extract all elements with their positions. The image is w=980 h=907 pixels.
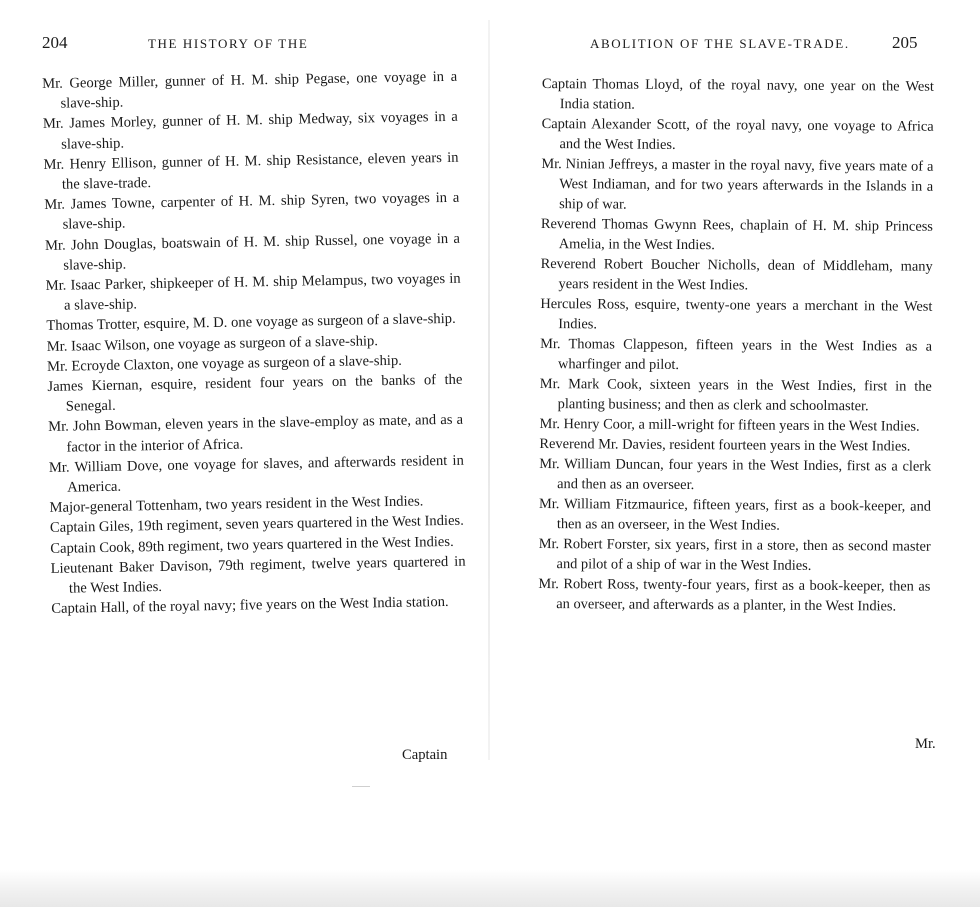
right-catchword: Mr. [915,736,936,752]
left-entry-list [42,67,466,620]
list-entry: Mr. Ecroyde Claxton, one voyage as surgeon of a slave-ship. [46,352,402,375]
list-entry: James Kiernan, esquire, resident four years on the banks of the Senegal. [47,371,463,415]
list-entry: Mr. Ninian Jeffreys, a master in the royal navy, five years mate of a West Indiaman, and for two years afterwards in the Islands in a ship of war. [541,155,934,213]
list-entry: Captain Giles, 19th regiment, seven years quartered in the West Indies. [49,513,464,537]
list-entry: Reverend Thomas Gwynn Rees, chaplain of H. M. ship Princess Amelia, in the West Indies. [540,215,933,254]
scan-mark [352,786,370,787]
list-entry: Mr. John Douglas, boatswain of H. M. ship Russel, one voyage in a slave-ship. [44,230,461,274]
list-entry: Mr. James Towne, carpenter of H. M. ship Syren, two voyages in a slave-ship. [44,189,460,234]
list-entry: Mr. Robert Ross, twenty-four years, first as a book-keeper, then as an overseer, and afterwards as a planter, in the West Indies. [538,575,931,615]
left-page-number: 204 [42,33,68,52]
list-entry: Thomas Trotter, esquire, M. D. one voyage as surgeon of a slave-ship. [46,311,456,335]
right-page [490,0,980,907]
list-entry: Captain Cook, 89th regiment, two years quartered in the West Indies. [50,533,454,557]
list-entry: Mr. Henry Ellison, gunner of H. M. ship Resistance, eleven years in the slave-trade. [43,149,459,193]
list-entry: Captain Hall, of the royal navy; five years on the West India station. [51,594,449,618]
list-entry: Mr. John Bowman, eleven years in the slave-employ as mate, and as a factor in the interior of Africa. [48,412,464,456]
list-entry: Reverend Mr. Davies, resident fourteen years in the West Indies. [539,435,911,455]
list-entry: Captain Alexander Scott, of the royal navy, one voyage to Africa and the West Indies. [541,115,934,153]
list-entry: Mr. Thomas Clappeson, fifteen years in the West Indies as a wharfinger and pilot. [540,335,933,373]
right-running-head: ABOLITION OF THE SLAVE-TRADE. [590,36,850,51]
list-entry: Mr. Henry Coor, a mill-wright for fifteen years in the West Indies. [539,415,920,435]
list-entry: Mr. Mark Cook, sixteen years in the West Indies, first in the planting business; and then as clerk and schoolmaster. [539,375,932,415]
right-entry-list [538,74,934,617]
list-entry: Mr. Isaac Wilson, one voyage as surgeon of a slave-ship. [46,332,379,355]
left-catchword: Captain [402,747,448,763]
list-entry: Mr. William Duncan, four years in the West Indies, first as a clerk and then as an overseer. [539,455,932,494]
list-entry: Captain Thomas Lloyd, of the royal navy, one year on the West India station. [541,75,934,113]
list-entry: Mr. William Fitzmaurice, fifteen years, first as a book-keeper, and then as an overseer, in the West Indies. [538,495,932,534]
scan-bottom-shadow [0,870,980,907]
list-entry: Mr. George Miller, gunner of H. M. ship Pegase, one voyage in a slave-ship. [42,68,458,112]
list-entry: Lieutenant Baker Davison, 79th regiment, twelve years quartered in the West Indies. [50,553,466,597]
right-page-number: 205 [892,33,918,52]
list-entry: Mr. William Dove, one voyage for slaves, and afterwards resident in America. [48,452,464,496]
list-entry: Reverend Robert Boucher Nicholls, dean of Middleham, many years resident in the West Indies. [540,255,933,294]
list-entry: Mr. Robert Forster, six years, first in a store, then as second master and pilot of a ship of war in the West Indies. [538,535,931,574]
left-running-head: THE HISTORY OF THE [148,36,309,51]
list-entry: Mr. James Morley, gunner of H. M. ship Medway, six voyages in a slave-ship. [42,109,458,153]
list-entry: Mr. Isaac Parker, shipkeeper of H. M. ship Melampus, two voyages in a slave-ship. [45,270,461,314]
list-entry: Hercules Ross, esquire, twenty-one years a merchant in the West Indies. [540,295,933,333]
list-entry: Major-general Tottenham, two years resident in the West Indies. [49,493,424,517]
